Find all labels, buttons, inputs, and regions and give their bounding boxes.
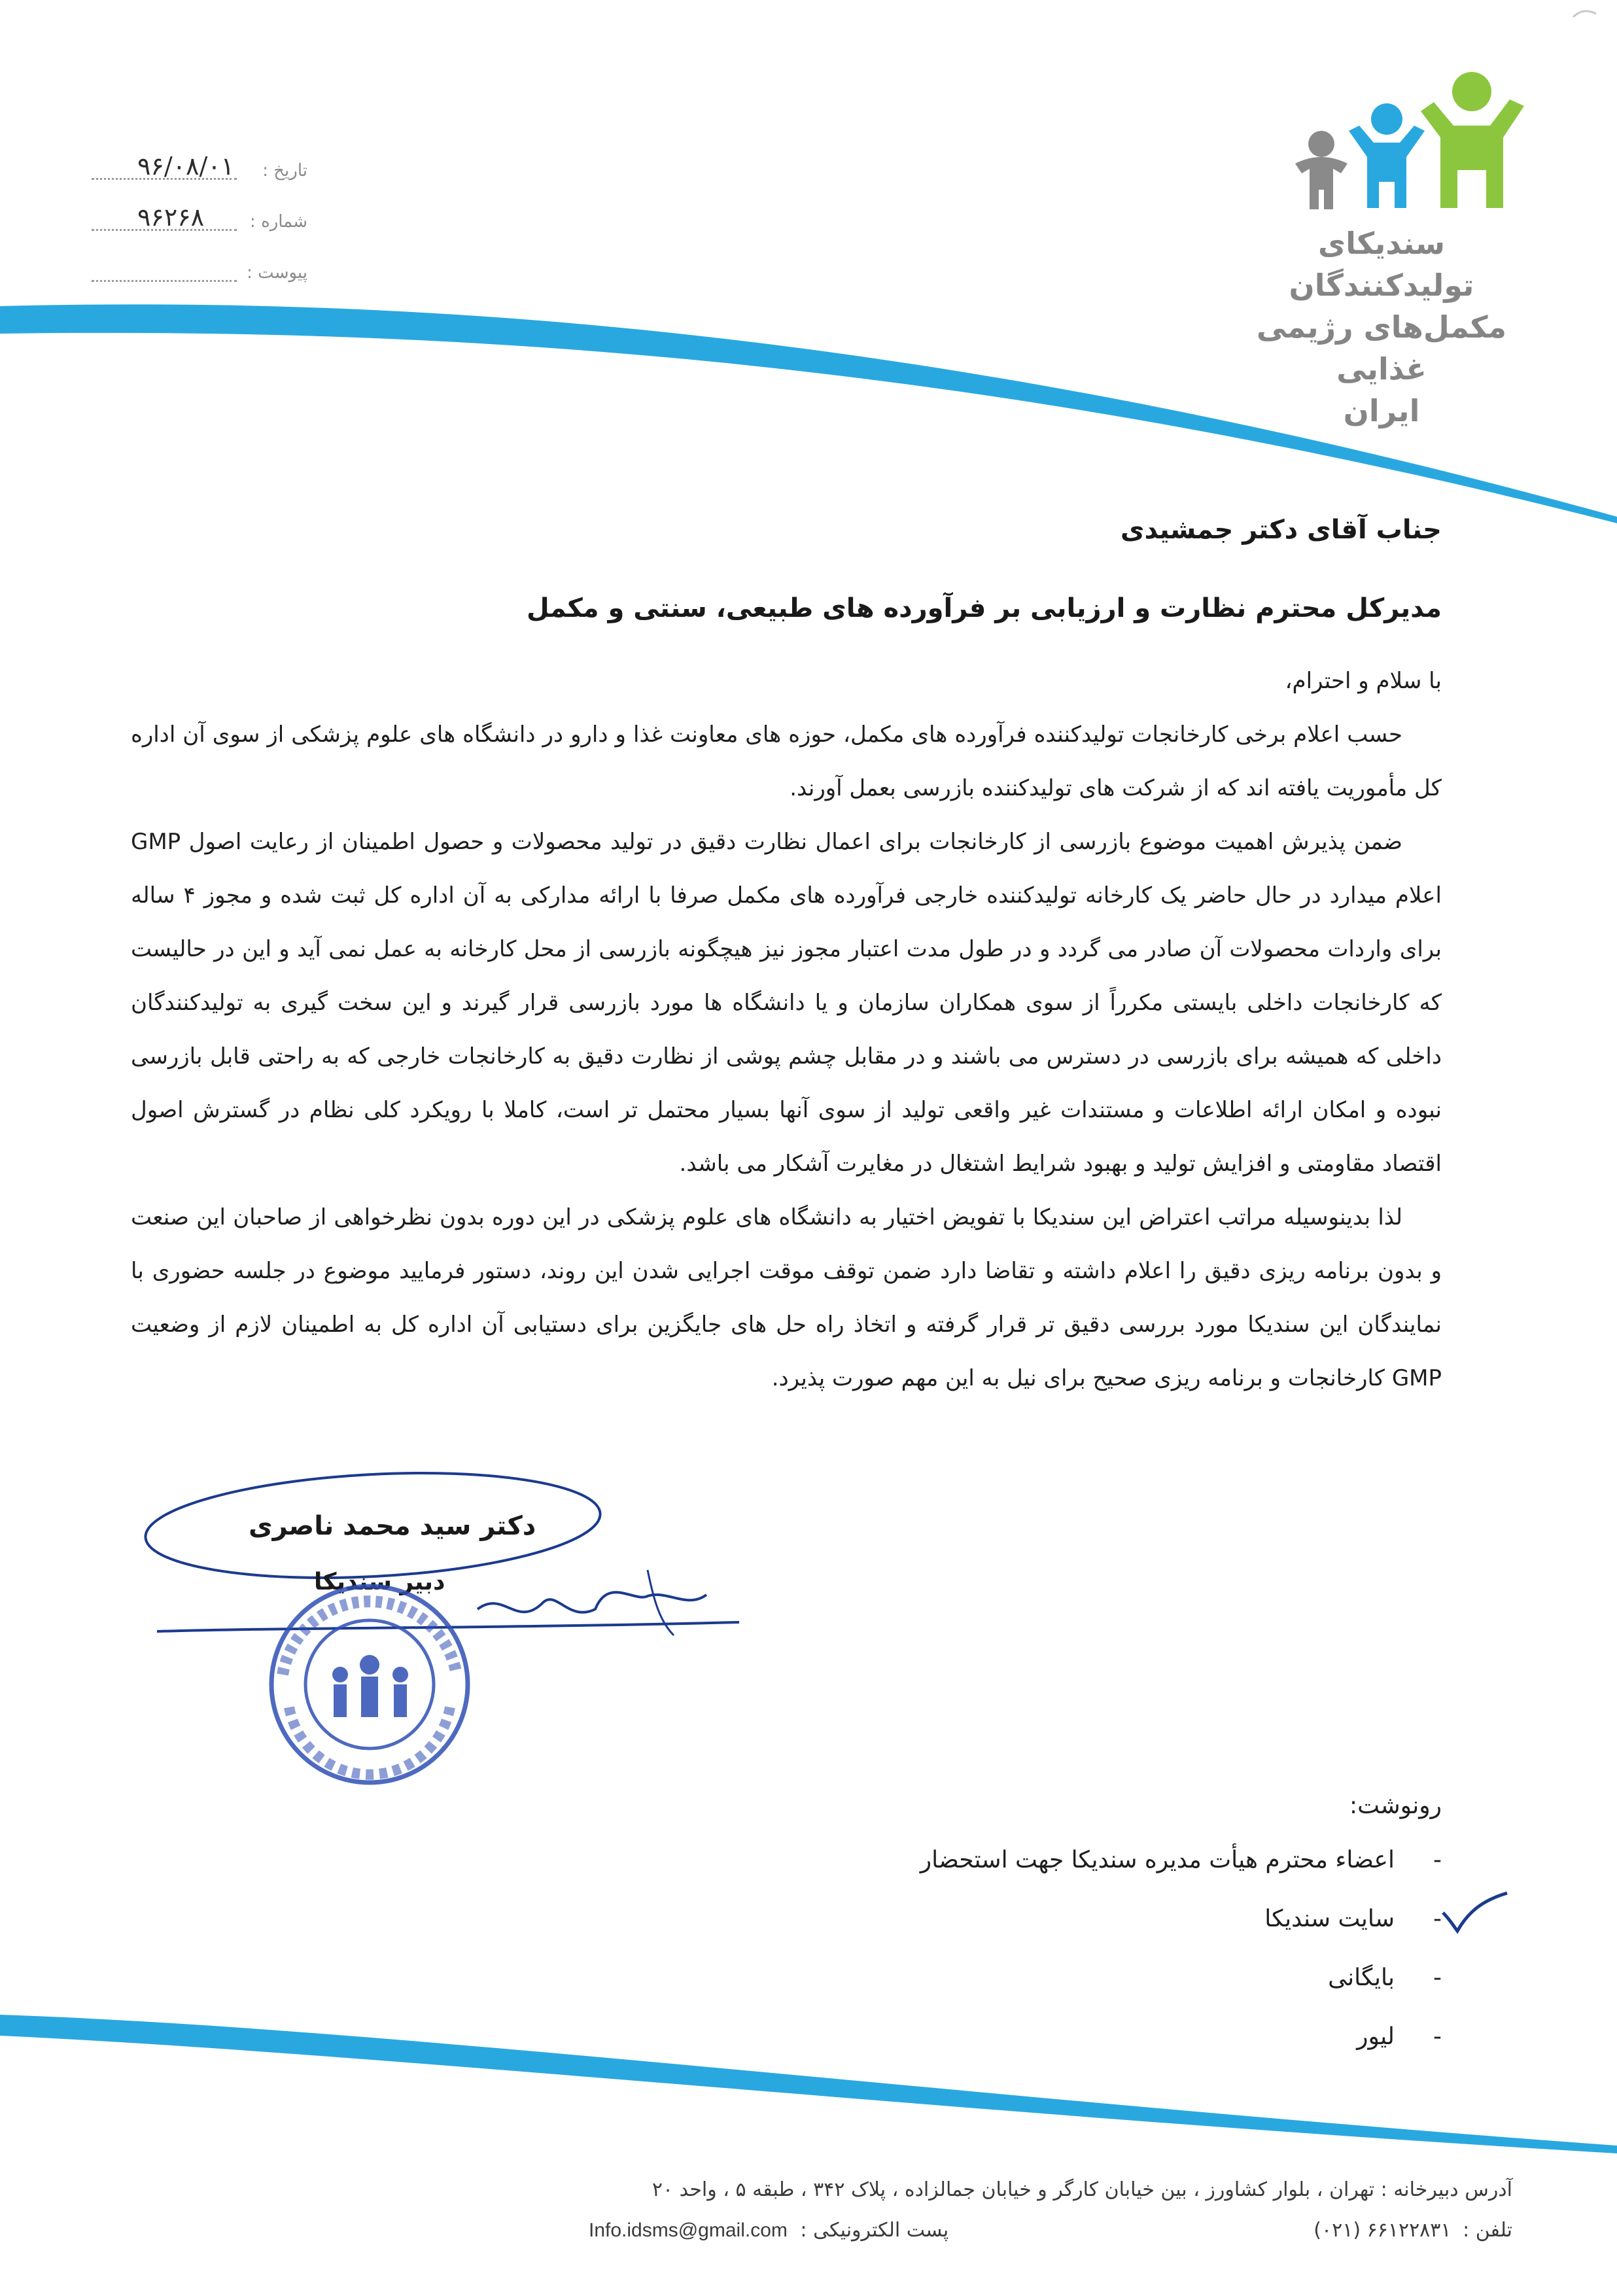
phone-value: ۶۶۱۲۲۸۳۱ (۰۲۱) xyxy=(1313,2219,1452,2242)
email-value[interactable]: Info.idsms@gmail.com xyxy=(589,2219,788,2241)
organization-name-line2: مکمل‌های رژیمی غذایی xyxy=(1256,309,1507,387)
signer-position: دبیر سندیکا xyxy=(314,1569,445,1595)
cc-item: - اعضاء محترم هیأت مدیره سندیکا جهت استحضار xyxy=(920,1847,1442,1873)
organization-name-line3: ایران xyxy=(1343,393,1420,428)
date-row xyxy=(92,152,307,188)
email-label: پست الکترونیکی : xyxy=(800,2219,949,2242)
date-label: تاریخ : xyxy=(262,161,307,181)
check-mark-icon xyxy=(1439,1890,1511,1936)
recipient-title: مدیرکل محترم نظارت و ارزیابی بر فرآورده های طبیعی، سنتی و مکمل xyxy=(526,593,1442,623)
cc-title: رونوشت: xyxy=(1349,1792,1442,1819)
cc-item: - سایت سندیکا xyxy=(1264,1905,1442,1932)
letter-body xyxy=(131,504,1442,1405)
corner-mark-icon xyxy=(1570,4,1603,24)
cc-item: - لیور xyxy=(1357,2023,1442,2050)
attachment-label: پیوست : xyxy=(247,263,307,283)
bottom-decorative-band xyxy=(0,2002,1617,2172)
footer-contact xyxy=(92,2219,1512,2252)
top-decorative-band xyxy=(0,288,1617,523)
official-stamp-icon xyxy=(262,1576,478,1792)
attachment-row xyxy=(92,258,307,290)
number-row xyxy=(92,203,307,239)
recipient-name: جناب آقای دکتر جمشیدی xyxy=(1120,515,1442,545)
paragraph-1: حسب اعلام برخی کارخانجات تولیدکننده فرآورده های مکمل، حوزه های معاونت غذا و دارو در دانشگاه های علوم پزشکی از سوی آن اداره کل مأموریت یافته اند که از شرکت های تولیدکننده بازرسی بعمل آورند. xyxy=(131,722,1442,801)
signer-name: دکتر سید محمد ناصری xyxy=(249,1511,536,1541)
number-value: ۹۶۲۶۸ xyxy=(137,203,205,232)
attachment-dotted-line xyxy=(92,280,237,282)
paragraph-3: لذا بدینوسیله مراتب اعتراض این سندیکا با تفویض اختیار به دانشگاه های علوم پزشکی در این دوره بدون نظرخواهی از صاحبان این صنعت و بدون برنامه ریزی دقیق را اعلام داشته و تقاضا دارد ضمن توقف موقت اجرایی شدن این روند، دستور فرمایید موضوع در جلسه حضوری با نمایندگان این سندیکا مورد بررسی دقیق تر قرار گرفته و اتخاذ راه حل های جایگزین برای دستیابی آن اداره کل به اطمینان لازم از وضعیت GMP کارخانجات و برنامه ریزی صحیح برای نیل به این مهم صورت پذیرد. xyxy=(131,1204,1442,1391)
cc-item: - بایگانی xyxy=(1328,1964,1442,1991)
date-value: ۹۶/۰۸/۰۱ xyxy=(137,152,235,181)
syndicate-logo-icon xyxy=(1276,65,1550,216)
footer-address: آدرس دبیرخانه : تهران ، بلوار کشاورز ، بین خیابان کارگر و خیابان جمالزاده ، پلاک ۳۴۲ ، طبقه ۵ ، واحد ۲۰ xyxy=(652,2178,1512,2201)
greeting: با سلام و احترام، xyxy=(1285,668,1442,694)
number-label: شماره : xyxy=(250,212,307,232)
organization-name-line1: سندیکای تولیدکنندگان xyxy=(1289,226,1474,303)
paragraph-2: ضمن پذیرش اهمیت موضوع بازرسی از کارخانجات برای اعمال نظارت دقیق در تولید محصولات و حصول اطمینان از رعایت اصول GMP اعلام میدارد در حال حاضر یک کارخانه تولیدکننده خارجی فرآورده های مکمل صرفا با ارائه مدارکی به آن اداره کل ثبت شده و مجوز ۴ ساله برای واردات محصولات آن صادر می گردد و در طول مدت اعتبار مجوز نیز هیچگونه بازرسی از محل کارخانه به عمل نمی آید و این در حالیست که کارخانجات داخلی بایستی مکرراً از سوی همکاران سازمان و یا دانشگاه ها مورد بازرسی قرار گیرند و این سخت گیری به تولیدکنندگان داخلی که همیشه برای بازرسی در دسترس می باشند و در مقابل چشم پوشی از نظارت دقیق به کارخانجات خارجی که به راحتی قابل بازرسی نبوده و امکان ارائه اطلاعات و مستندات غیر واقعی تولید از سوی آنها بسیار محتمل تر است، کاملا با رویکرد کلی نظام در گسترش اصول اقتصاد مقاومتی و افزایش تولید و بهبود شرایط اشتغال در مغایرت آشکار می باشد. xyxy=(131,829,1442,1177)
phone-label: تلفن : xyxy=(1463,2219,1512,2242)
